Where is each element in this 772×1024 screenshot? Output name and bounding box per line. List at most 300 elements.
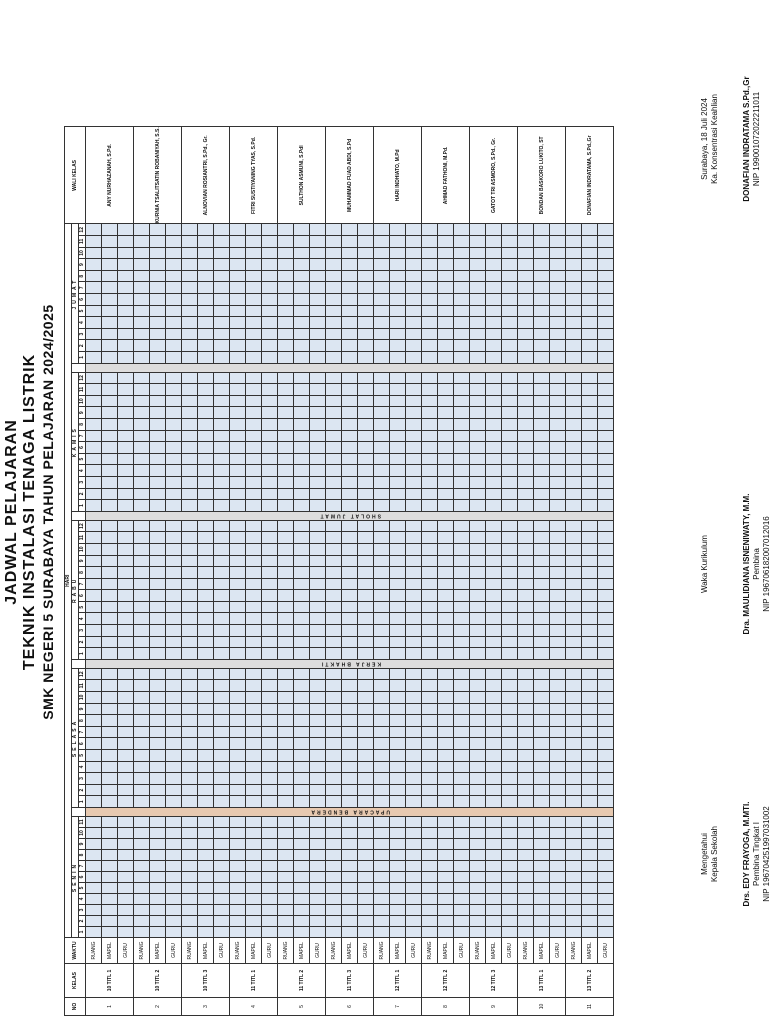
table-row [454, 127, 470, 1016]
lesson-cell [214, 692, 230, 704]
lesson-cell [406, 453, 422, 465]
lesson-cell [262, 224, 278, 236]
lesson-cell [550, 648, 566, 660]
lesson-cell [246, 372, 262, 384]
lesson-cell [470, 916, 486, 927]
lesson-cell [518, 750, 534, 762]
lesson-cell [262, 927, 278, 938]
lesson-cell [150, 828, 166, 839]
lesson-cell [486, 796, 502, 808]
lesson-cell [374, 555, 390, 567]
lesson-cell [390, 715, 406, 727]
lesson-cell [550, 259, 566, 271]
lesson-cell [342, 395, 358, 407]
lesson-cell [470, 328, 486, 340]
lesson-cell [102, 668, 118, 680]
class-no: 11 [566, 998, 614, 1016]
lesson-cell [278, 532, 294, 544]
lesson-cell [294, 715, 310, 727]
lesson-cell [134, 625, 150, 637]
lesson-cell [294, 532, 310, 544]
lesson-cell [374, 916, 390, 927]
lesson-cell [598, 567, 614, 579]
period-number: 11 [79, 236, 86, 248]
lesson-cell [534, 916, 550, 927]
lesson-cell [486, 476, 502, 488]
lesson-cell [390, 305, 406, 317]
lesson-cell [198, 317, 214, 329]
lesson-cell [566, 715, 582, 727]
lesson-cell [550, 703, 566, 715]
lesson-cell [438, 761, 454, 773]
lesson-cell [358, 839, 374, 850]
lesson-cell [534, 305, 550, 317]
lesson-cell [310, 294, 326, 306]
lesson-cell [582, 294, 598, 306]
lesson-cell [278, 916, 294, 927]
lesson-cell [550, 543, 566, 555]
lesson-cell [150, 927, 166, 938]
lesson-cell [534, 294, 550, 306]
class-no: 6 [326, 998, 374, 1016]
lesson-cell [198, 247, 214, 259]
lesson-cell [150, 715, 166, 727]
lesson-cell [246, 761, 262, 773]
lesson-cell [422, 668, 438, 680]
lesson-cell [278, 442, 294, 454]
homeroom-teacher: KURNIA TSALITSATIN ROBANIYAH, S.S. [134, 127, 182, 224]
lesson-cell [582, 476, 598, 488]
lesson-cell [566, 430, 582, 442]
lesson-cell [150, 668, 166, 680]
lesson-cell [502, 270, 518, 282]
lesson-cell [326, 761, 342, 773]
lesson-cell [246, 668, 262, 680]
row-label: MAPEL [246, 938, 262, 964]
lesson-cell [150, 578, 166, 590]
lesson-cell [598, 224, 614, 236]
lesson-cell [374, 270, 390, 282]
row-label: RUANG [566, 938, 582, 964]
period-number: 2 [79, 916, 86, 927]
lesson-cell [534, 419, 550, 431]
col-hari: HARI [65, 224, 72, 938]
class-name: 12 TITL 1 [374, 964, 422, 998]
lesson-cell [118, 419, 134, 431]
lesson-cell [438, 236, 454, 248]
lesson-cell [438, 224, 454, 236]
lesson-cell [246, 648, 262, 660]
lesson-cell [246, 567, 262, 579]
lesson-cell [518, 894, 534, 905]
lesson-cell [598, 384, 614, 396]
lesson-cell [230, 259, 246, 271]
lesson-cell [342, 715, 358, 727]
lesson-cell [294, 395, 310, 407]
lesson-cell [406, 282, 422, 294]
lesson-cell [262, 872, 278, 883]
lesson-cell [598, 247, 614, 259]
lesson-cell [278, 395, 294, 407]
lesson-cell [566, 465, 582, 477]
lesson-cell [134, 916, 150, 927]
lesson-cell [534, 839, 550, 850]
lesson-cell [310, 305, 326, 317]
lesson-cell [134, 567, 150, 579]
lesson-cell [342, 236, 358, 248]
lesson-cell [246, 883, 262, 894]
lesson-cell [166, 419, 182, 431]
lesson-cell [486, 883, 502, 894]
lesson-cell [406, 567, 422, 579]
lesson-cell [262, 384, 278, 396]
lesson-cell [582, 828, 598, 839]
lesson-cell [454, 761, 470, 773]
lesson-cell [150, 476, 166, 488]
lesson-cell [406, 442, 422, 454]
lesson-cell [326, 555, 342, 567]
lesson-cell [278, 224, 294, 236]
lesson-cell [134, 613, 150, 625]
lesson-cell [374, 668, 390, 680]
lesson-cell [550, 532, 566, 544]
lesson-cell [342, 636, 358, 648]
lesson-cell [86, 850, 102, 861]
lesson-cell [358, 578, 374, 590]
lesson-cell [86, 715, 102, 727]
sig-head-name: DONAFIAN INDRATAMA S.Pd.,Gr [742, 76, 751, 202]
lesson-cell [518, 668, 534, 680]
lesson-cell [198, 305, 214, 317]
lesson-cell [134, 282, 150, 294]
lesson-cell [502, 340, 518, 352]
period-number: 2 [79, 784, 86, 796]
lesson-cell [438, 839, 454, 850]
lesson-cell [326, 407, 342, 419]
lesson-cell [198, 715, 214, 727]
lesson-cell [278, 817, 294, 828]
day-header-3: KAMIS [72, 372, 79, 511]
lesson-cell [438, 796, 454, 808]
lesson-cell [406, 668, 422, 680]
lesson-cell [86, 905, 102, 916]
lesson-cell [502, 861, 518, 872]
lesson-cell [566, 894, 582, 905]
lesson-cell [486, 372, 502, 384]
lesson-cell [422, 282, 438, 294]
lesson-cell [454, 555, 470, 567]
lesson-cell [454, 465, 470, 477]
lesson-cell [358, 817, 374, 828]
lesson-cell [550, 419, 566, 431]
lesson-cell [118, 543, 134, 555]
lesson-cell [518, 236, 534, 248]
lesson-cell [182, 236, 198, 248]
lesson-cell [166, 726, 182, 738]
lesson-cell [182, 317, 198, 329]
lesson-cell [230, 395, 246, 407]
lesson-cell [166, 625, 182, 637]
lesson-cell [486, 590, 502, 602]
lesson-cell [182, 861, 198, 872]
lesson-cell [454, 692, 470, 704]
lesson-cell [294, 817, 310, 828]
lesson-cell [454, 247, 470, 259]
lesson-cell [150, 500, 166, 512]
lesson-cell [534, 442, 550, 454]
lesson-cell [230, 555, 246, 567]
lesson-cell [566, 648, 582, 660]
lesson-cell [310, 839, 326, 850]
lesson-cell [550, 430, 566, 442]
lesson-cell [150, 224, 166, 236]
lesson-cell [454, 828, 470, 839]
lesson-cell [566, 384, 582, 396]
lesson-cell [534, 613, 550, 625]
lesson-cell [470, 384, 486, 396]
lesson-cell [118, 773, 134, 785]
lesson-cell [502, 738, 518, 750]
period-number: 11 [79, 532, 86, 544]
lesson-cell [454, 894, 470, 905]
period-number: 12 [79, 520, 86, 532]
lesson-cell [374, 419, 390, 431]
lesson-cell [342, 905, 358, 916]
lesson-cell [454, 453, 470, 465]
lesson-cell [374, 590, 390, 602]
lesson-cell [118, 372, 134, 384]
lesson-cell [390, 453, 406, 465]
lesson-cell [166, 555, 182, 567]
lesson-cell [518, 282, 534, 294]
lesson-cell [262, 738, 278, 750]
table-row [198, 127, 214, 1016]
lesson-cell [486, 520, 502, 532]
lesson-cell [230, 442, 246, 454]
lesson-cell [246, 601, 262, 613]
lesson-cell [134, 352, 150, 364]
lesson-cell [518, 465, 534, 477]
lesson-cell [470, 520, 486, 532]
lesson-cell [102, 543, 118, 555]
lesson-cell [438, 927, 454, 938]
lesson-cell [390, 247, 406, 259]
lesson-cell [198, 927, 214, 938]
table-row [374, 127, 390, 1016]
lesson-cell [534, 430, 550, 442]
lesson-cell [86, 270, 102, 282]
lesson-cell [262, 372, 278, 384]
lesson-cell [294, 407, 310, 419]
lesson-cell [486, 905, 502, 916]
lesson-cell [294, 613, 310, 625]
lesson-cell [310, 407, 326, 419]
lesson-cell [454, 500, 470, 512]
lesson-cell [86, 372, 102, 384]
lesson-cell [406, 715, 422, 727]
lesson-cell [390, 916, 406, 927]
lesson-cell [454, 430, 470, 442]
lesson-cell [550, 247, 566, 259]
lesson-cell [246, 282, 262, 294]
lesson-cell [86, 543, 102, 555]
band-header [72, 511, 86, 520]
lesson-cell [470, 270, 486, 282]
class-name: 13 TITL 1 [518, 964, 566, 998]
lesson-cell [278, 500, 294, 512]
lesson-cell [118, 352, 134, 364]
lesson-cell [182, 282, 198, 294]
lesson-cell [470, 828, 486, 839]
lesson-cell [326, 773, 342, 785]
lesson-cell [502, 750, 518, 762]
lesson-cell [278, 282, 294, 294]
lesson-cell [86, 567, 102, 579]
sig-principal-line1: Mengetahui [700, 833, 709, 875]
lesson-cell [230, 407, 246, 419]
lesson-cell [438, 738, 454, 750]
lesson-cell [182, 224, 198, 236]
lesson-cell [566, 738, 582, 750]
lesson-cell [518, 407, 534, 419]
lesson-cell [550, 270, 566, 282]
lesson-cell [326, 270, 342, 282]
lesson-cell [438, 555, 454, 567]
lesson-cell [310, 625, 326, 637]
lesson-cell [438, 668, 454, 680]
lesson-cell [86, 247, 102, 259]
lesson-cell [230, 590, 246, 602]
lesson-cell [310, 520, 326, 532]
sig-curriculum-rank: Pembina [752, 548, 761, 580]
lesson-cell [374, 567, 390, 579]
lesson-cell [326, 317, 342, 329]
lesson-cell [150, 340, 166, 352]
lesson-cell [278, 839, 294, 850]
lesson-cell [438, 500, 454, 512]
table-row [326, 127, 342, 1016]
lesson-cell [550, 294, 566, 306]
sig-head-line2: Ka. Konsentrasi Keahlian [710, 94, 719, 184]
lesson-cell [502, 784, 518, 796]
lesson-cell [118, 613, 134, 625]
lesson-cell [102, 578, 118, 590]
lesson-cell [406, 247, 422, 259]
period-number: 7 [79, 578, 86, 590]
lesson-cell [438, 384, 454, 396]
lesson-cell [470, 773, 486, 785]
period-number: 5 [79, 601, 86, 613]
lesson-cell [406, 738, 422, 750]
lesson-cell [486, 282, 502, 294]
lesson-cell [550, 905, 566, 916]
lesson-cell [262, 817, 278, 828]
lesson-cell [278, 567, 294, 579]
lesson-cell [598, 726, 614, 738]
lesson-cell [182, 270, 198, 282]
lesson-cell [86, 648, 102, 660]
lesson-cell [486, 726, 502, 738]
lesson-cell [518, 305, 534, 317]
lesson-cell [150, 543, 166, 555]
lesson-cell [150, 905, 166, 916]
lesson-cell [534, 625, 550, 637]
lesson-cell [534, 817, 550, 828]
period-number: 8 [79, 850, 86, 861]
lesson-cell [454, 750, 470, 762]
lesson-cell [214, 784, 230, 796]
lesson-cell [582, 750, 598, 762]
lesson-cell [566, 294, 582, 306]
lesson-cell [598, 668, 614, 680]
lesson-cell [230, 543, 246, 555]
lesson-cell [246, 395, 262, 407]
lesson-cell [598, 317, 614, 329]
lesson-cell [502, 453, 518, 465]
row-label: GURU [166, 938, 182, 964]
lesson-cell [118, 282, 134, 294]
lesson-cell [566, 761, 582, 773]
period-number: 12 [79, 668, 86, 680]
lesson-cell [150, 372, 166, 384]
lesson-cell [422, 488, 438, 500]
lesson-cell [166, 567, 182, 579]
lesson-cell [102, 817, 118, 828]
lesson-cell [566, 543, 582, 555]
lesson-cell [262, 590, 278, 602]
lesson-cell [374, 839, 390, 850]
lesson-cell [438, 636, 454, 648]
lesson-cell [598, 817, 614, 828]
lesson-cell [470, 839, 486, 850]
lesson-cell [422, 750, 438, 762]
lesson-cell [390, 726, 406, 738]
lesson-cell [406, 294, 422, 306]
lesson-cell [582, 839, 598, 850]
lesson-cell [118, 761, 134, 773]
lesson-cell [262, 625, 278, 637]
lesson-cell [566, 372, 582, 384]
lesson-cell [422, 224, 438, 236]
lesson-cell [294, 282, 310, 294]
lesson-cell [166, 520, 182, 532]
lesson-cell [182, 872, 198, 883]
lesson-cell [566, 861, 582, 872]
lesson-cell [198, 500, 214, 512]
lesson-cell [598, 500, 614, 512]
row-label: GURU [310, 938, 326, 964]
lesson-cell [470, 224, 486, 236]
lesson-cell [390, 270, 406, 282]
lesson-cell [198, 784, 214, 796]
lesson-cell [534, 703, 550, 715]
lesson-cell [502, 372, 518, 384]
lesson-cell [534, 761, 550, 773]
lesson-cell [342, 828, 358, 839]
lesson-cell [502, 259, 518, 271]
lesson-cell [406, 839, 422, 850]
period-number: 3 [79, 905, 86, 916]
lesson-cell [534, 692, 550, 704]
lesson-cell [582, 282, 598, 294]
homeroom-teacher: HARI INDHIATO, M.Pd [374, 127, 422, 224]
row-label: GURU [118, 938, 134, 964]
lesson-cell [214, 384, 230, 396]
lesson-cell [150, 352, 166, 364]
lesson-cell [134, 636, 150, 648]
lesson-cell [102, 750, 118, 762]
lesson-cell [534, 543, 550, 555]
